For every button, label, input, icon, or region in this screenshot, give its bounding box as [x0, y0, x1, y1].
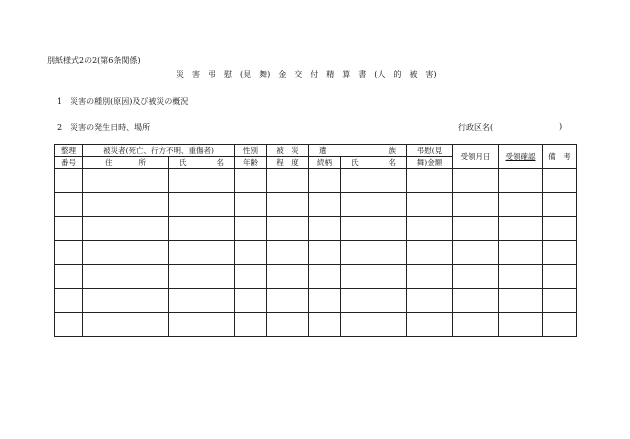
table-cell[interactable]: [407, 217, 453, 241]
table-cell[interactable]: [341, 169, 407, 193]
table-cell[interactable]: [235, 169, 267, 193]
table-cell[interactable]: [543, 289, 577, 313]
table-cell[interactable]: [235, 193, 267, 217]
table-cell[interactable]: [83, 289, 169, 313]
table-cell[interactable]: [407, 313, 453, 337]
table-row: [55, 193, 577, 217]
header-jusho: 住 所: [83, 157, 169, 169]
table-cell[interactable]: [83, 169, 169, 193]
table-cell[interactable]: [83, 193, 169, 217]
table-cell[interactable]: [453, 217, 499, 241]
table-cell[interactable]: [55, 313, 83, 337]
table-cell[interactable]: [341, 193, 407, 217]
table-cell[interactable]: [169, 265, 235, 289]
table-cell[interactable]: [341, 241, 407, 265]
table-cell[interactable]: [341, 217, 407, 241]
table-cell[interactable]: [309, 289, 341, 313]
table-cell[interactable]: [235, 217, 267, 241]
table-cell[interactable]: [267, 193, 309, 217]
header-juryo-kakunin: 受領確認: [499, 145, 543, 169]
admin-district-label: 行政区名(: [458, 123, 494, 132]
table-cell[interactable]: [235, 313, 267, 337]
table-cell[interactable]: [407, 265, 453, 289]
table-cell[interactable]: [235, 289, 267, 313]
header-juryo-date: 受領月日: [453, 145, 499, 169]
header-shimei: 氏 名: [169, 157, 235, 169]
section-occurrence-datetime: 2 災害の発生日時、場所: [57, 123, 151, 132]
header-choi: 弔慰(見: [407, 145, 453, 157]
table-cell[interactable]: [543, 217, 577, 241]
table-cell[interactable]: [309, 193, 341, 217]
table-cell[interactable]: [543, 241, 577, 265]
form-label: 別紙様式2の2(第6条関係): [47, 56, 141, 65]
header-hisaisha: 被災者(死亡、行方不明、重傷者): [83, 145, 235, 157]
table-cell[interactable]: [169, 169, 235, 193]
table-cell[interactable]: [235, 241, 267, 265]
table-row: [55, 313, 577, 337]
table-cell[interactable]: [169, 313, 235, 337]
admin-district-close: ): [559, 122, 563, 131]
table-cell[interactable]: [453, 313, 499, 337]
table-cell[interactable]: [499, 193, 543, 217]
header-hisai: 被 災: [267, 145, 309, 157]
header-teido: 程 度: [267, 157, 309, 169]
table-cell[interactable]: [407, 193, 453, 217]
table-cell[interactable]: [499, 265, 543, 289]
table-cell[interactable]: [453, 241, 499, 265]
table-cell[interactable]: [309, 241, 341, 265]
table-cell[interactable]: [169, 217, 235, 241]
table-cell[interactable]: [55, 289, 83, 313]
table-cell[interactable]: [309, 169, 341, 193]
table-cell[interactable]: [267, 241, 309, 265]
table-cell[interactable]: [55, 241, 83, 265]
table-cell[interactable]: [267, 313, 309, 337]
table-row: [55, 241, 577, 265]
table-cell[interactable]: [499, 241, 543, 265]
table-cell[interactable]: [453, 193, 499, 217]
settlement-table: [54, 144, 577, 337]
table-cell[interactable]: [267, 217, 309, 241]
table-cell[interactable]: [407, 241, 453, 265]
header-biko: 備 考: [543, 145, 577, 169]
table-cell[interactable]: [55, 193, 83, 217]
table-cell[interactable]: [267, 169, 309, 193]
table-cell[interactable]: [499, 289, 543, 313]
table-cell[interactable]: [83, 265, 169, 289]
table-cell[interactable]: [169, 241, 235, 265]
table-cell[interactable]: [499, 313, 543, 337]
table-cell[interactable]: [267, 265, 309, 289]
header-izoku-shimei: 氏 名: [341, 157, 407, 169]
table-cell[interactable]: [169, 289, 235, 313]
table-cell[interactable]: [499, 169, 543, 193]
table-cell[interactable]: [55, 217, 83, 241]
table-cell[interactable]: [543, 169, 577, 193]
table-cell[interactable]: [407, 169, 453, 193]
document-title: 災 害 弔 慰 (見 舞) 金 交 付 精 算 書 (人 的 被 害): [176, 70, 437, 79]
table-cell[interactable]: [341, 289, 407, 313]
table-row: [55, 289, 577, 313]
table-cell[interactable]: [543, 265, 577, 289]
header-bango: 番号: [55, 157, 83, 169]
table-cell[interactable]: [309, 217, 341, 241]
header-seibetsu: 性別: [235, 145, 267, 157]
table-cell[interactable]: [267, 289, 309, 313]
table-row: [55, 169, 577, 193]
table-cell[interactable]: [309, 313, 341, 337]
header-seiri: 整理: [55, 145, 83, 157]
table-row: [55, 217, 577, 241]
table-cell[interactable]: [83, 241, 169, 265]
table-cell[interactable]: [543, 313, 577, 337]
section-disaster-type: 1 災害の種別(原因)及び被災の概況: [57, 97, 189, 106]
table-cell[interactable]: [83, 217, 169, 241]
table-cell[interactable]: [55, 265, 83, 289]
header-izoku: 遺 族: [309, 145, 407, 157]
header-zokugara: 続柄: [309, 157, 341, 169]
table-cell[interactable]: [341, 265, 407, 289]
table-cell[interactable]: [235, 265, 267, 289]
table-cell[interactable]: [499, 217, 543, 241]
header-kingaku: 舞)金額: [407, 157, 453, 169]
table-cell[interactable]: [543, 193, 577, 217]
table-cell[interactable]: [309, 265, 341, 289]
table-cell[interactable]: [453, 169, 499, 193]
table-row: [55, 265, 577, 289]
table-cell[interactable]: [407, 289, 453, 313]
table-cell[interactable]: [341, 313, 407, 337]
table-cell[interactable]: [55, 169, 83, 193]
table-cell[interactable]: [453, 265, 499, 289]
table-cell[interactable]: [83, 313, 169, 337]
table-cell[interactable]: [169, 193, 235, 217]
header-nenrei: 年齢: [235, 157, 267, 169]
table-cell[interactable]: [453, 289, 499, 313]
